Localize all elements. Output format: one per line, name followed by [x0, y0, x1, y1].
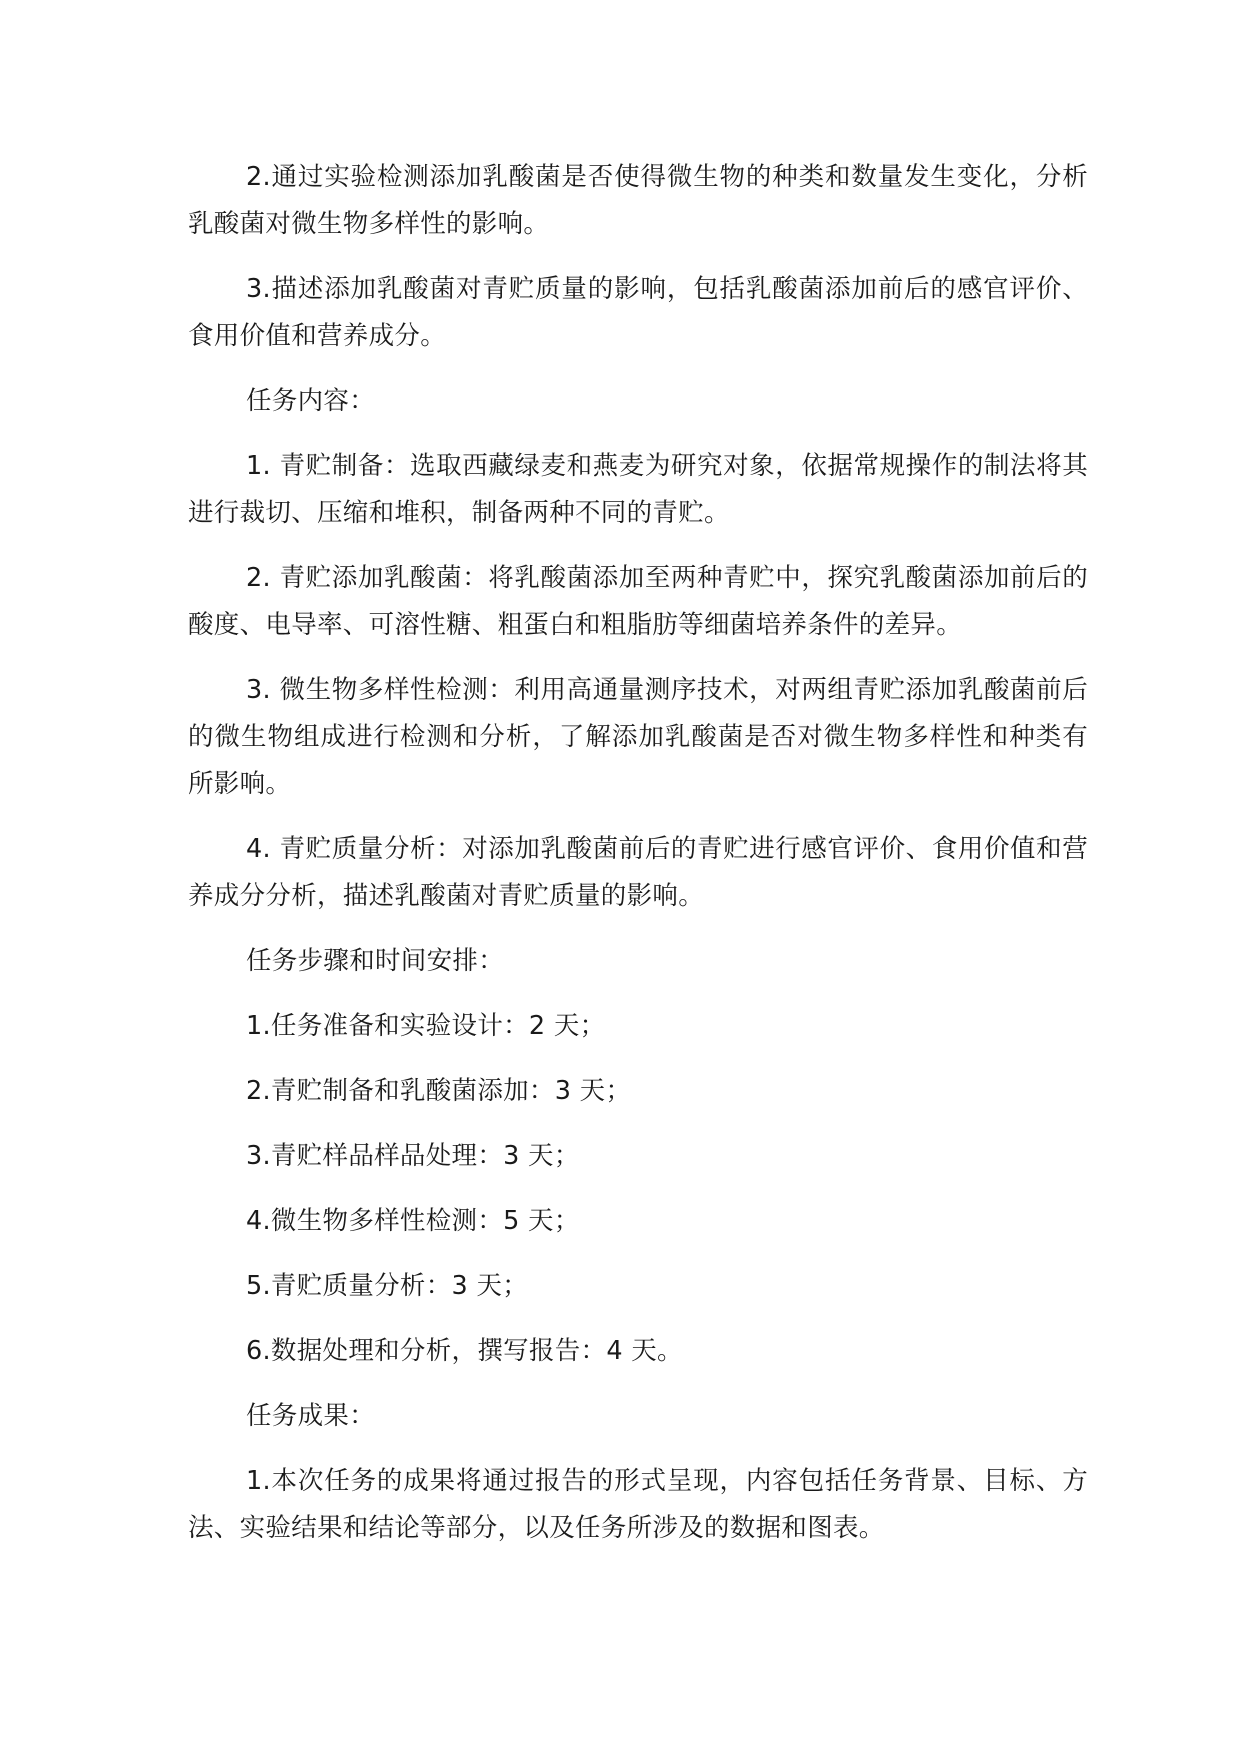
heading-task-content: 任务内容： — [246, 386, 376, 416]
schedule-item-1: 1.任务准备和实验设计：2 天； — [246, 1011, 606, 1041]
paragraph-content-2: 2. 青贮添加乳酸菌：将乳酸菌添加至两种青贮中，探究乳酸菌添加前后的酸度、电导率、可溶性糖、粗蛋白和粗脂肪等细菌培养条件的差异。 — [188, 563, 1088, 640]
paragraph-results-1: 1.本次任务的成果将通过报告的形式呈现，内容包括任务背景、目标、方法、实验结果和结论等部分，以及任务所涉及的数据和图表。 — [188, 1466, 1088, 1543]
paragraph-content-1: 1. 青贮制备：选取西藏绿麦和燕麦为研究对象，依据常规操作的制法将其进行裁切、压缩和堆积，制备两种不同的青贮。 — [188, 451, 1088, 528]
heading-task-schedule: 任务步骤和时间安排： — [246, 946, 505, 976]
schedule-item-6: 6.数据处理和分析，撰写报告：4 天。 — [246, 1336, 683, 1366]
schedule-item-5: 5.青贮质量分析：3 天； — [246, 1271, 529, 1301]
schedule-item-2: 2.青贮制备和乳酸菌添加：3 天； — [246, 1076, 632, 1106]
paragraph-content-3: 3. 微生物多样性检测：利用高通量测序技术，对两组青贮添加乳酸菌前后的微生物组成进行检测和分析，了解添加乳酸菌是否对微生物多样性和种类有所影响。 — [188, 675, 1088, 799]
schedule-item-3: 3.青贮样品样品处理：3 天； — [246, 1141, 580, 1171]
paragraph-content-4: 4. 青贮质量分析：对添加乳酸菌前后的青贮进行感官评价、食用价值和营养成分分析，描述乳酸菌对青贮质量的影响。 — [188, 834, 1088, 911]
document-body — [188, 154, 1088, 1570]
schedule-item-4: 4.微生物多样性检测：5 天； — [246, 1206, 580, 1236]
paragraph-goal-3: 3.描述添加乳酸菌对青贮质量的影响，包括乳酸菌添加前后的感官评价、食用价值和营养成分。 — [188, 274, 1088, 351]
heading-task-results: 任务成果： — [246, 1401, 376, 1431]
paragraph-goal-2: 2.通过实验检测添加乳酸菌是否使得微生物的种类和数量发生变化，分析乳酸菌对微生物多样性的影响。 — [188, 162, 1088, 239]
